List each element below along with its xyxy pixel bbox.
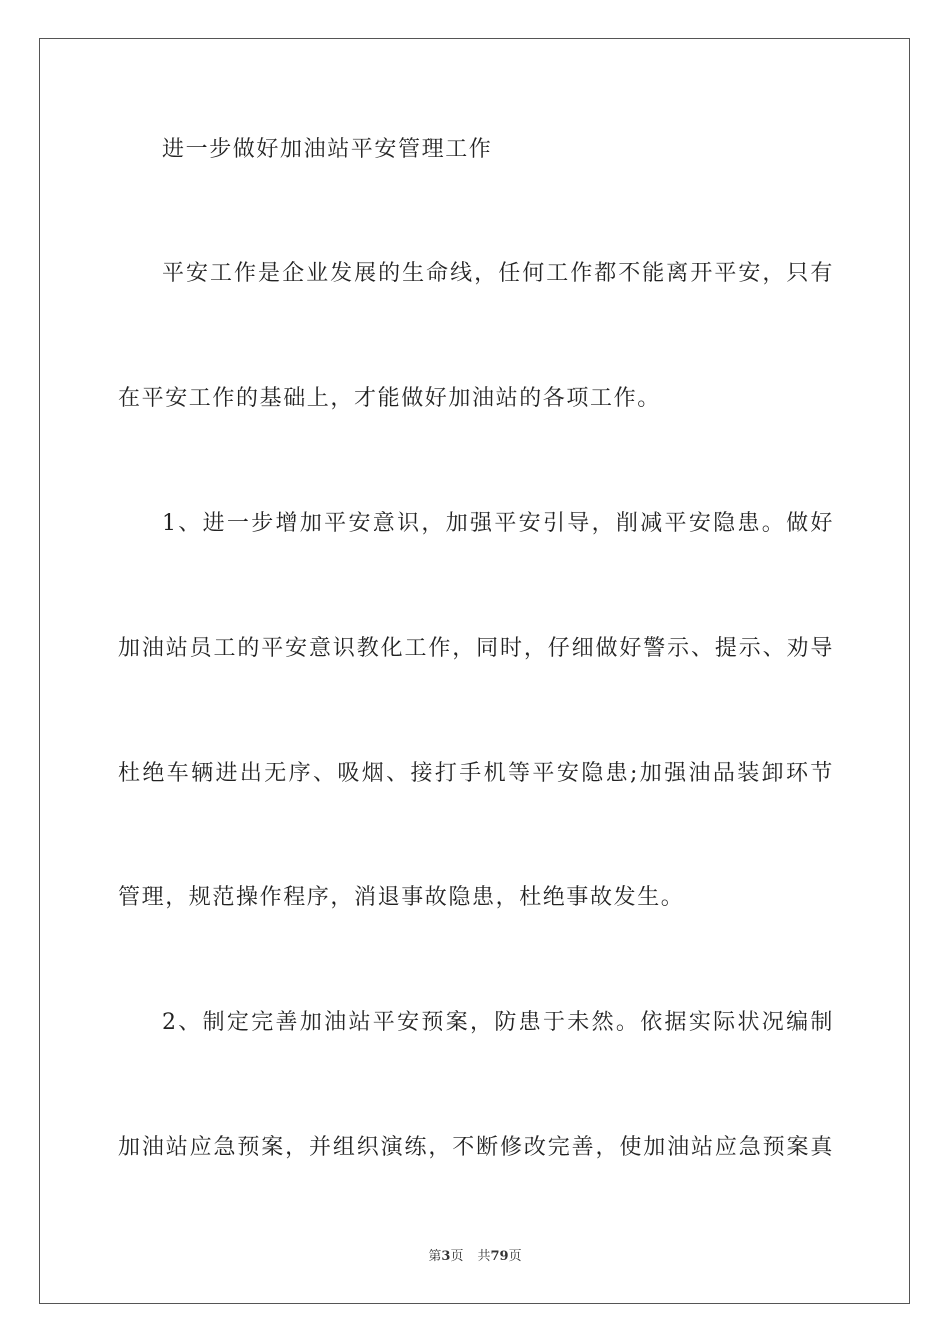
total-suffix: 页 [508,1249,522,1264]
paragraph-line: 平安工作是企业发展的生命线，任何工作都不能离开平安，只有 [162,261,834,286]
page-number: 3 [441,1249,451,1264]
paragraph-line: 1、进一步增加平安意识，加强平安引导，削减平安隐患。做好 [162,511,834,536]
total-pages: 79 [490,1249,509,1264]
paragraph-line: 管理，规范操作程序，消退事故隐患，杜绝事故发生。 [118,885,685,910]
paragraph-line: 加油站应急预案，并组织演练，不断修改完善，使加油站应急预案真 [118,1135,834,1160]
paragraph-line: 2、制定完善加油站平安预案，防患于未然。依据实际状况编制 [162,1010,834,1035]
total-prefix: 共 [477,1249,491,1264]
paragraph-line: 杜绝车辆进出无序、吸烟、接打手机等平安隐患;加强油品装卸环节 [118,761,834,786]
paragraph-line: 加油站员工的平安意识教化工作，同时，仔细做好警示、提示、劝导 [118,636,834,661]
page-prefix: 第 [428,1249,442,1264]
page-border [39,38,910,1304]
page-suffix: 页 [450,1249,464,1264]
page-footer [0,1248,950,1266]
section-heading: 进一步做好加油站平安管理工作 [162,137,493,162]
paragraph-line: 在平安工作的基础上，才能做好加油站的各项工作。 [118,386,661,411]
